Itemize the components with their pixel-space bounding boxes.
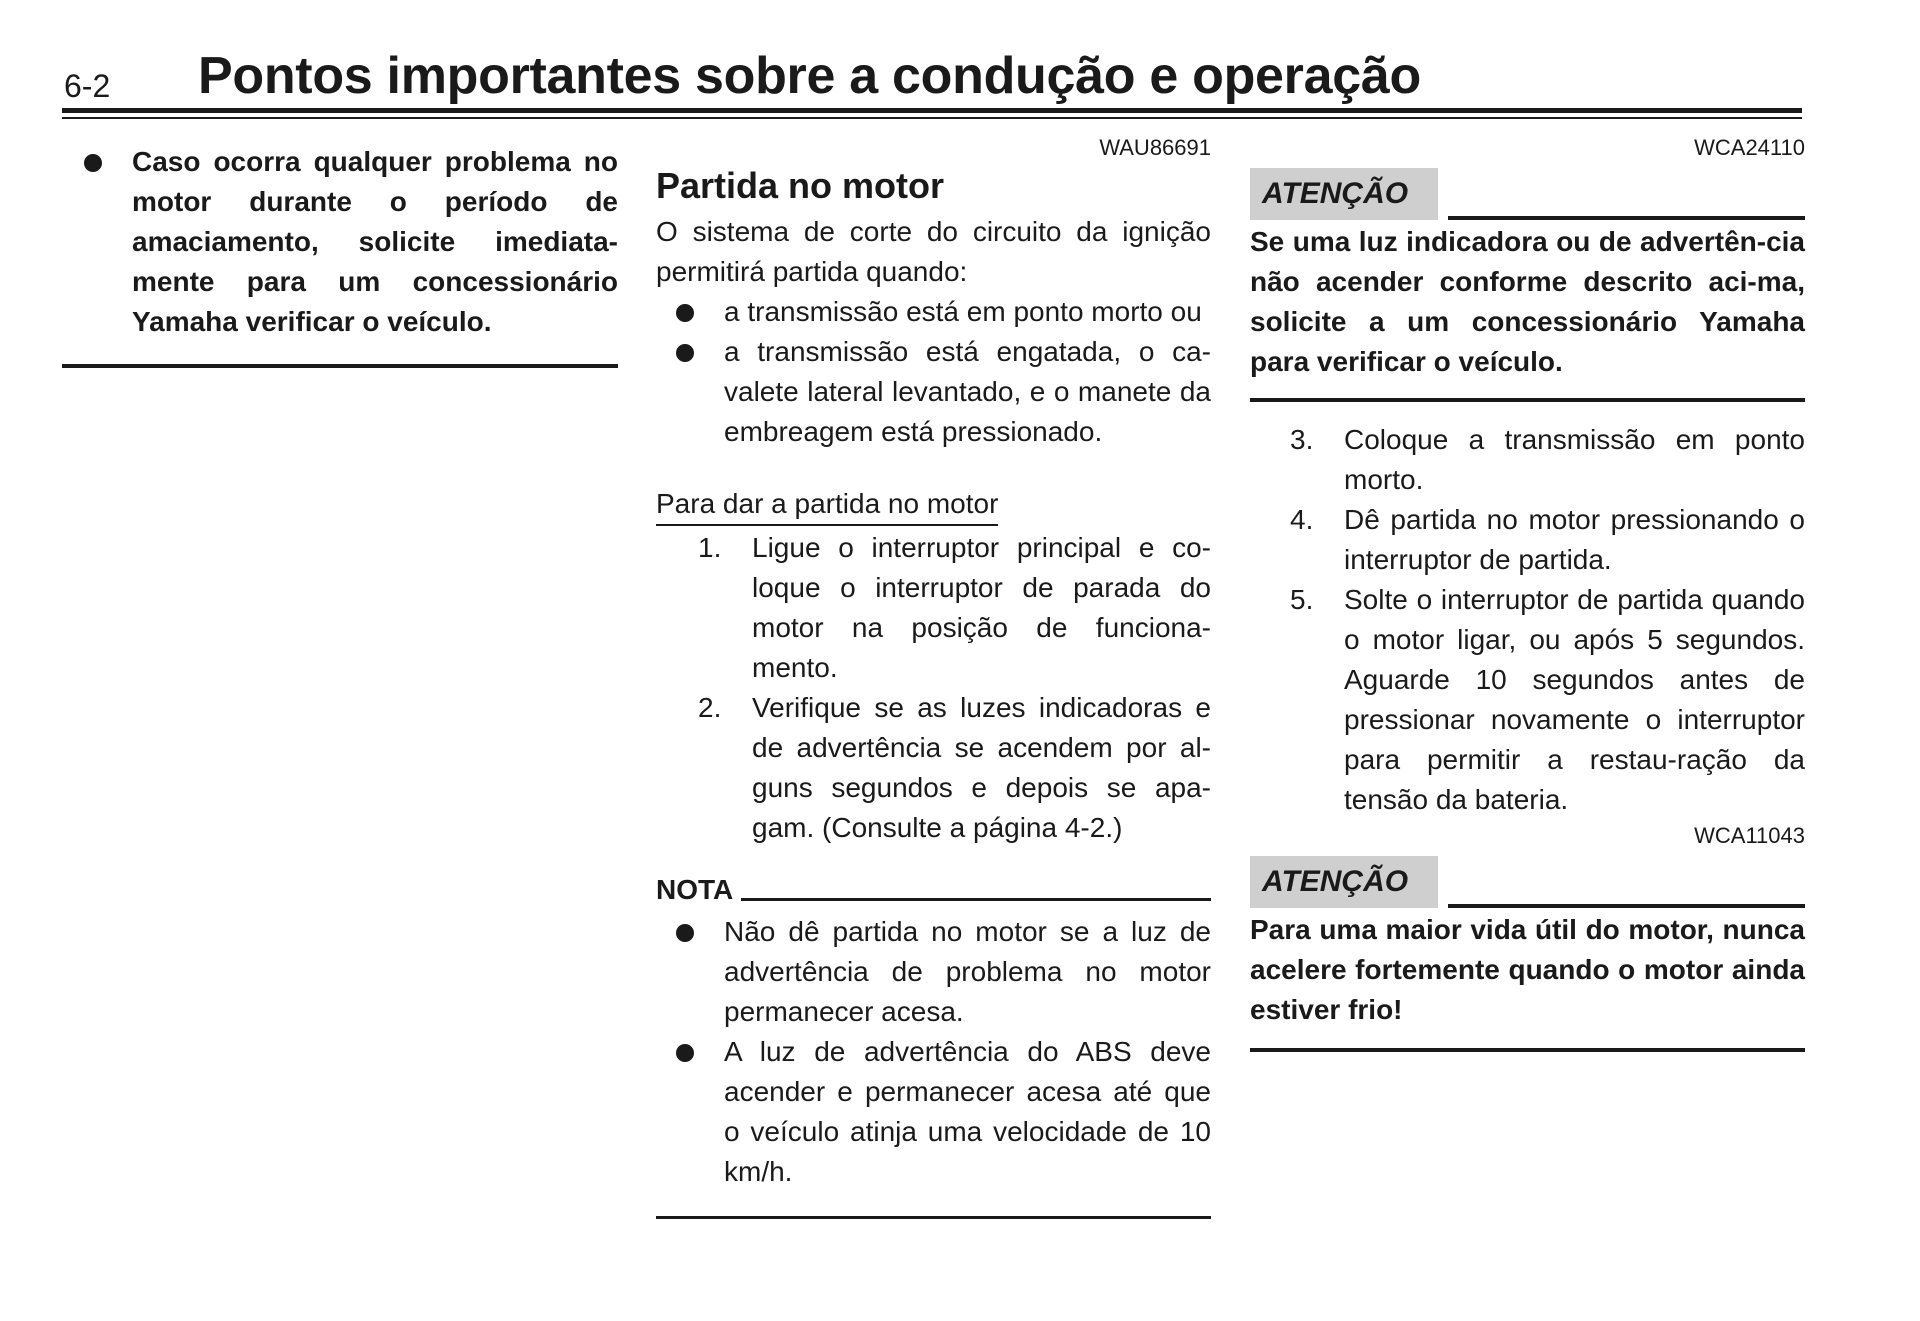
header-rule	[62, 108, 1802, 113]
break-in-warning-item	[62, 142, 618, 342]
procedure-subheading: Para dar a partida no motor	[656, 486, 998, 526]
step-text: Solte o interruptor de partida quando o motor ligar, ou após 5 segundos. Aguarde 10 segundos antes de pressionar novamente o interruptor para permitir a restau-ração da tensão da bateria.	[1344, 584, 1805, 815]
caution-label: ATENÇÃO	[1250, 168, 1438, 220]
note-end-rule	[656, 1216, 1211, 1219]
note-item	[656, 912, 1211, 1032]
intro-text: O sistema de corte do circuito da ignição permitirá partida quando:	[656, 216, 1211, 287]
note-text: A luz de advertência do ABS deve acender e permanecer acesa até que o veículo atinja uma velocidade de 10 km/h.	[724, 1036, 1211, 1187]
page-number: 6-2	[64, 68, 111, 104]
bullet-icon	[676, 304, 694, 322]
step-text: Dê partida no motor pressionando o interruptor de partida.	[1344, 504, 1805, 575]
condition-item	[656, 332, 1211, 452]
break-in-warning-text: Caso ocorra qualquer problema no motor durante o período de amaciamento, solicite imediata-mente para um concessionário Yamaha verificar o veículo.	[132, 146, 618, 337]
step-number: 1.	[698, 532, 722, 563]
left-column	[62, 136, 618, 368]
caution-code: WCA24110	[1694, 135, 1805, 160]
caution-heading	[1250, 856, 1805, 908]
caution-text: Se uma luz indicadora ou de advertên-cia não acender conforme descrito aci-ma, solicite a um concessionário Yamaha para verificar o veículo.	[1250, 226, 1805, 377]
note-rule	[741, 898, 1211, 901]
step-item	[1250, 500, 1805, 580]
condition-text: a transmissão está engatada, o ca-valete lateral levantado, e o manete da embreagem está pressionado.	[724, 336, 1211, 447]
step-number: 4.	[1290, 504, 1314, 535]
caution-label: ATENÇÃO	[1250, 856, 1438, 908]
right-column	[1250, 136, 1805, 1052]
section-code: WAU86691	[1099, 135, 1211, 160]
note-label: NOTA	[656, 874, 734, 905]
caution-heading	[1250, 168, 1805, 220]
step-item	[1250, 420, 1805, 500]
caution-end-rule	[1250, 1048, 1805, 1052]
caution-code: WCA11043	[1694, 823, 1805, 848]
bullet-icon	[676, 924, 694, 942]
bullet-icon	[676, 1044, 694, 1062]
step-number: 2.	[698, 692, 722, 723]
page-title: Pontos importantes sobre a condução e operação	[198, 47, 1421, 105]
middle-column	[656, 136, 1211, 1219]
step-number: 3.	[1290, 424, 1314, 455]
step-item	[1250, 580, 1805, 820]
caution-rule	[1448, 904, 1805, 908]
note-text: Não dê partida no motor se a luz de advertência de problema no motor permanecer acesa.	[724, 916, 1211, 1027]
caution-rule	[1448, 216, 1805, 220]
section-heading: Partida no motor	[656, 165, 945, 206]
step-text: Ligue o interruptor principal e co-loque o interruptor de parada do motor na posição de funciona-mento.	[752, 532, 1211, 683]
section-end-rule	[62, 364, 618, 368]
note-heading	[656, 870, 1211, 910]
step-text: Verifique se as luzes indicadoras e de advertência se acendem por al-guns segundos e depois se apa-gam. (Consulte a página 4-2.)	[752, 692, 1211, 843]
step-item	[656, 528, 1211, 688]
header-rule-thin	[62, 117, 1802, 119]
step-text: Coloque a transmissão em ponto morto.	[1344, 424, 1805, 495]
step-number: 5.	[1290, 584, 1314, 615]
caution-text: Para uma maior vida útil do motor, nunca acelere fortemente quando o motor ainda estiver frio!	[1250, 914, 1805, 1025]
note-item	[656, 1032, 1211, 1192]
step-item	[656, 688, 1211, 848]
condition-text: a transmissão está em ponto morto ou	[724, 296, 1202, 327]
condition-item	[656, 292, 1211, 332]
bullet-icon	[84, 154, 102, 172]
bullet-icon	[676, 344, 694, 362]
